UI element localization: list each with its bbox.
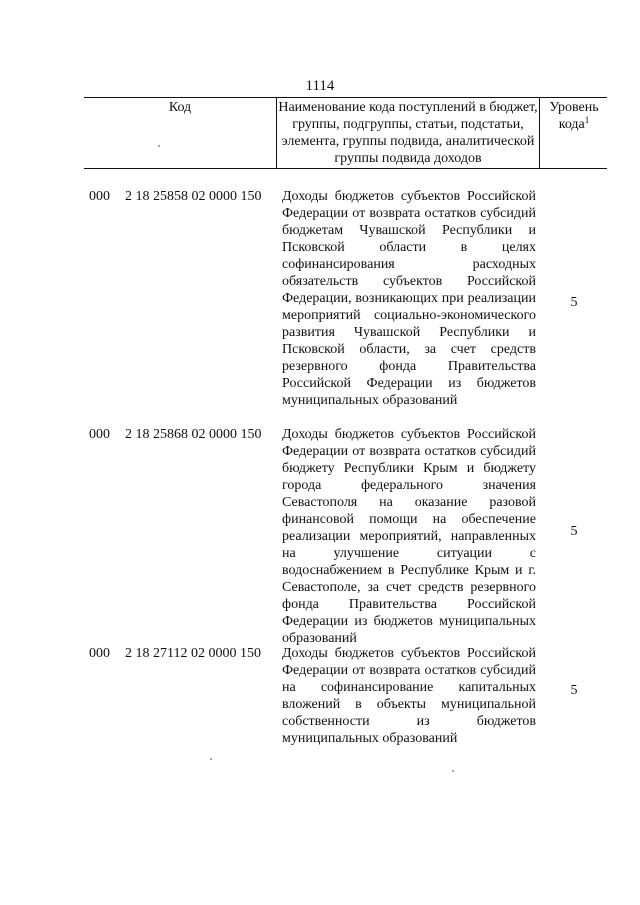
- header-divider: [539, 97, 540, 168]
- admin-code: 000: [89, 189, 110, 204]
- header-top-rule: [84, 97, 607, 98]
- row-name: Доходы бюджетов субъектов Российской Федерации от возврата остатков субсидий бюджету Республики Крым и бюджету города федерального значения Севастополя на оказание разовой финансовой помощи на обеспечение реализации мероприятий, направленных на улучшение ситуации с водоснабжением в Республике Крым и г. Севастополе, за счет средств резервного фонда Правительства Российской Федерации из бюджетов муниципальных образований: [282, 427, 536, 646]
- scan-speck: [158, 145, 160, 147]
- revenue-code: 2 18 27112 02 0000 150: [125, 646, 261, 661]
- column-header-code: [84, 99, 276, 116]
- row-name: Доходы бюджетов субъектов Российской Федерации от возврата остатков субсидий на софинансирование капитальных вложений в объекты муниципальной собственности из бюджетов муниципальных образований: [282, 646, 536, 746]
- row-name: Доходы бюджетов субъектов Российской Федерации от возврата остатков субсидий бюджетам Чувашской Республики и Псковской области в целях софинансирования расходных обязательств субъектов Российской Федерации, возникающих при реализации мероприятий социально-экономического развития Чувашской Республики и Псковской области, за счет средств резервного фонда Правительства Российской Федерации из бюджетов муниципальных образований: [282, 189, 536, 408]
- column-header-level-label: Уровень кода: [549, 100, 599, 132]
- page-number: 1114: [305, 78, 335, 94]
- revenue-code: 2 18 25858 02 0000 150: [125, 189, 262, 204]
- header-bottom-rule: [84, 168, 607, 169]
- admin-code: 000: [89, 427, 110, 442]
- footnote-marker: 1: [584, 115, 590, 125]
- row-code: [89, 426, 262, 443]
- column-header-level: [541, 99, 607, 133]
- revenue-code: 2 18 25868 02 0000 150: [125, 427, 262, 442]
- header-divider: [276, 97, 277, 168]
- row-level: 5: [570, 295, 578, 310]
- scan-speck: [452, 770, 454, 772]
- column-header-name-label: Наименование кода поступлений в бюджет, группы, подгруппы, статьи, подстатьи, элемента, группы подвида, аналитической группы подвида доходов: [278, 100, 538, 166]
- column-header-code-label: Код: [168, 100, 192, 115]
- row-level: 5: [570, 683, 578, 698]
- admin-code: 000: [89, 646, 110, 661]
- row-code: [89, 645, 261, 662]
- scan-speck: [210, 758, 212, 760]
- column-header-name: [278, 99, 538, 167]
- row-code: [89, 188, 262, 205]
- row-level: 5: [570, 524, 578, 539]
